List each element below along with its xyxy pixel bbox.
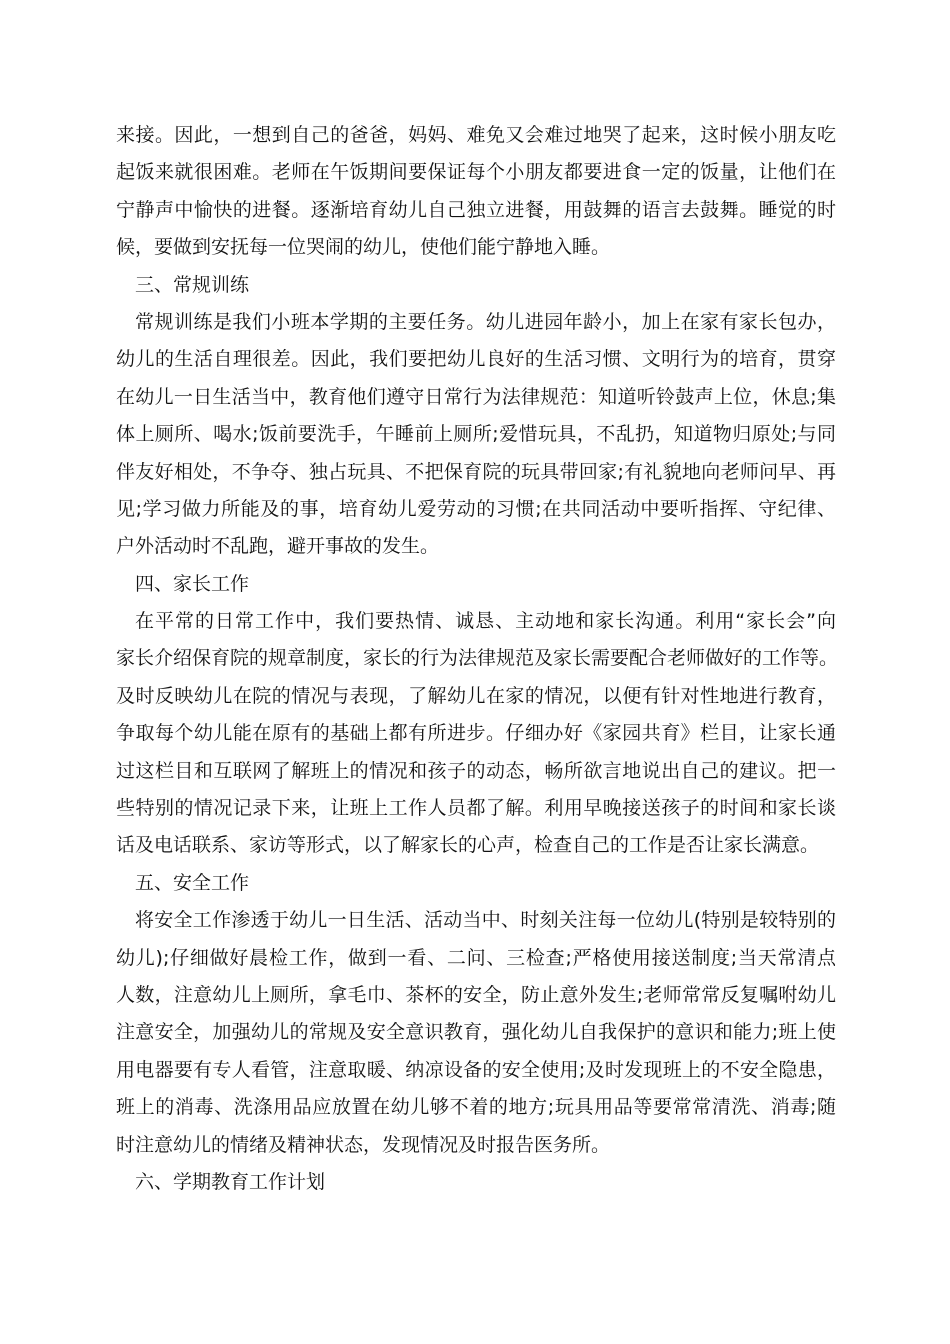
paragraph-line: 候，要做到安抚每一位哭闹的幼儿，使他们能宁静地入睡。 bbox=[116, 236, 611, 259]
paragraph-line: 幼儿);仔细做好晨检工作，做到一看、二问、三检查;严格使用接送制度;当天常清点 bbox=[116, 946, 836, 969]
safety-work-paragraph bbox=[116, 902, 836, 1164]
routine-training-paragraph bbox=[116, 304, 836, 566]
paragraph-line: 用电器要有专人看管，注意取暖、纳凉设备的安全使用;及时发现班上的不安全隐患， bbox=[116, 1058, 836, 1081]
paragraph-line: 在平常的日常工作中，我们要热情、诚恳、主动地和家长沟通。利用“家长会”向 bbox=[135, 610, 836, 633]
section-heading-routine-training: 三、常规训练 bbox=[135, 273, 250, 296]
paragraph-line: 宁静声中愉快的进餐。逐渐培育幼儿自己独立进餐，用鼓舞的语言去鼓舞。睡觉的时 bbox=[116, 198, 836, 221]
paragraph-line: 体上厕所、喝水;饭前要洗手，午睡前上厕所;爱惜玩具，不乱扔，知道物归原处;与同 bbox=[116, 423, 836, 446]
paragraph-line: 伴友好相处，不争夺、独占玩具、不把保育院的玩具带回家;有礼貌地向老师问早、再 bbox=[116, 460, 836, 483]
paragraph-line: 起饭来就很困难。老师在午饭期间要保证每个小朋友都要进食一定的饭量，让他们在 bbox=[116, 161, 836, 184]
paragraph-line: 见;学习做力所能及的事，培育幼儿爱劳动的习惯;在共同活动中要听指挥、守纪律、 bbox=[116, 497, 836, 520]
paragraph-line: 在幼儿一日生活当中，教育他们遵守日常行为法律规范：知道听铃鼓声上位，休息;集 bbox=[116, 385, 836, 408]
paragraph-line: 常规训练是我们小班本学期的主要任务。幼儿进园年龄小，加上在家有家长包办， bbox=[135, 310, 836, 333]
section-heading-semester-plan: 六、学期教育工作计划 bbox=[135, 1170, 326, 1193]
section-heading-parent-work: 四、家长工作 bbox=[135, 572, 250, 595]
section-heading-safety-work: 五、安全工作 bbox=[135, 871, 250, 894]
paragraph-line: 将安全工作渗透于幼儿一日生活、活动当中、时刻关注每一位幼儿(特别是较特别的 bbox=[135, 909, 836, 932]
paragraph-line: 户外活动时不乱跑，避开事故的发生。 bbox=[116, 535, 440, 558]
intro-paragraph bbox=[116, 117, 836, 267]
paragraph-line: 争取每个幼儿能在原有的基础上都有所进步。仔细办好《家园共育》栏目，让家长通 bbox=[116, 722, 836, 745]
paragraph-line: 时注意幼儿的情绪及精神状态，发现情况及时报告医务所。 bbox=[116, 1133, 611, 1156]
paragraph-line: 来接。因此，一想到自己的爸爸，妈妈、难免又会难过地哭了起来，这时候小朋友吃 bbox=[116, 124, 836, 146]
paragraph-line: 幼儿的生活自理很差。因此，我们要把幼儿良好的生活习惯、文明行为的培育，贯穿 bbox=[116, 348, 836, 371]
paragraph-line: 班上的消毒、洗涤用品应放置在幼儿够不着的地方;玩具用品等要常常清洗、消毒;随 bbox=[116, 1096, 836, 1119]
paragraph-line: 人数，注意幼儿上厕所，拿毛巾、茶杯的安全，防止意外发生;老师常常反复嘱咐幼儿 bbox=[116, 983, 836, 1006]
document-page bbox=[116, 117, 839, 1201]
parent-work-paragraph bbox=[116, 603, 839, 865]
paragraph-line: 家长介绍保育院的规章制度，家长的行为法律规范及家长需要配合老师做好的工作等。 bbox=[116, 647, 839, 670]
paragraph-line: 注意安全，加强幼儿的常规及安全意识教育，强化幼儿自我保护的意识和能力;班上使 bbox=[116, 1021, 836, 1044]
paragraph-line: 些特别的情况记录下来，让班上工作人员都了解。利用早晚接送孩子的时间和家长谈 bbox=[116, 797, 836, 820]
paragraph-line: 话及电话联系、家访等形式，以了解家长的心声，检查自己的工作是否让家长满意。 bbox=[116, 834, 820, 857]
paragraph-line: 及时反映幼儿在院的情况与表现，了解幼儿在家的情况，以便有针对性地进行教育， bbox=[116, 684, 836, 707]
paragraph-line: 过这栏目和互联网了解班上的情况和孩子的动态，畅所欲言地说出自己的建议。把一 bbox=[116, 759, 836, 782]
